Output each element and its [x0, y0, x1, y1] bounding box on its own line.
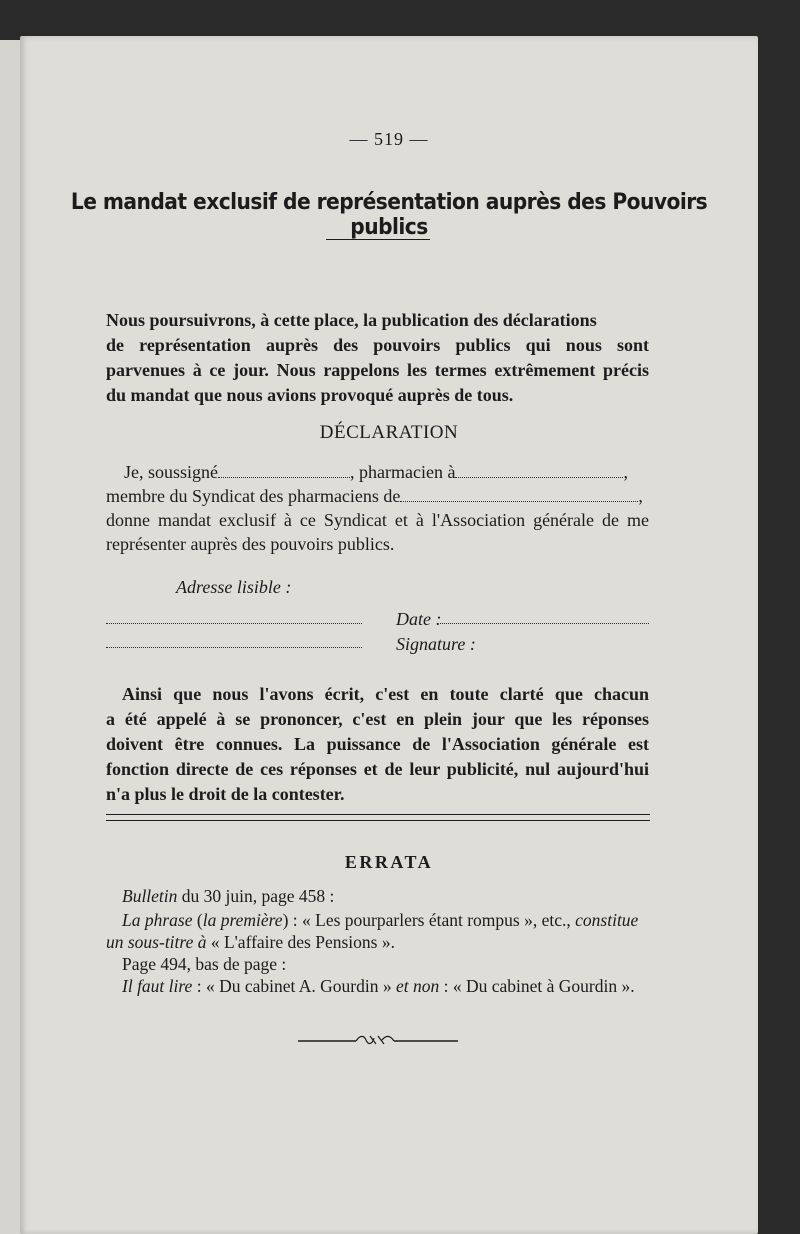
address-blank-2	[106, 647, 362, 648]
errata-phrase-line	[122, 908, 651, 932]
et-non-label: et non	[395, 976, 440, 996]
errata-correction-line	[122, 974, 662, 998]
comma: ,	[623, 462, 628, 482]
document-page	[20, 36, 758, 1234]
separator-rule-top	[106, 814, 650, 815]
name-blank	[218, 476, 350, 478]
page-title: Le mandat exclusif de représentation auprès des Pouvoirs publics	[70, 190, 708, 240]
pharmacien-label: , pharmacien à	[350, 462, 456, 482]
title-underline	[326, 239, 430, 240]
phrase-paren-open: (	[192, 910, 203, 930]
sous-titre-label: un sous-titre à	[106, 932, 207, 952]
adresse-label: Adresse lisible :	[176, 577, 292, 597]
declaration-line-1	[124, 460, 649, 486]
signature-label: Signature :	[396, 634, 476, 654]
intro-line-3: parvenues à ce jour. Nous rappelons les termes extrêmement précis	[106, 360, 649, 380]
phrase-constitue: constitue	[575, 910, 639, 930]
declaration-heading: DÉCLARATION	[319, 422, 459, 443]
conclusion-line-5: n'a plus le droit de la contester.	[106, 784, 345, 804]
comma-2: ,	[638, 486, 643, 506]
bulletin-word: Bulletin	[122, 886, 178, 906]
phrase-premiere: la première	[202, 910, 283, 930]
conclusion-line-2: a été appelé à se prononcer, c'est en plein jour que les réponses	[106, 709, 649, 729]
city-blank	[455, 476, 623, 478]
address-blank-1	[106, 623, 362, 624]
errata-page494-line: Page 494, bas de page :	[122, 954, 287, 974]
phrase-label: La phrase	[122, 910, 193, 930]
page-number: — 519 —	[349, 129, 429, 149]
separator-rule-bottom	[106, 820, 650, 821]
declaration-line-4: représenter auprès des pouvoirs publics.	[106, 534, 395, 554]
declaration-line-2	[106, 484, 649, 510]
conclusion-line-1: Ainsi que nous l'avons écrit, c'est en toute clarté que chacun	[122, 684, 649, 704]
bulletin-rest: du 30 juin, page 458 :	[177, 886, 335, 906]
date-blank	[440, 623, 649, 624]
phrase-quote: ) : « Les pourparlers étant rompus », etc.,	[282, 910, 576, 930]
je-soussigne-label: Je, soussigné	[124, 462, 218, 482]
conclusion-line-4: fonction directe de ces réponses et de leur publicité, nul aujourd'hui	[106, 759, 649, 779]
declaration-line-3: donne mandat exclusif à ce Syndicat et à l'Association générale de me	[106, 510, 649, 530]
intro-line-4: du mandat que nous avions provoqué auprès de tous.	[106, 385, 514, 405]
faut-lire-label: Il faut lire	[122, 976, 193, 996]
intro-line-1: Nous poursuivrons, à cette place, la publication des déclarations	[106, 310, 597, 330]
errata-subtitle-line	[106, 930, 651, 954]
syndicat-blank	[400, 500, 638, 502]
correct-text: : « Du cabinet A. Gourdin »	[192, 976, 396, 996]
incorrect-text: : « Du cabinet à Gourdin ».	[439, 976, 635, 996]
date-label: Date :	[396, 609, 442, 629]
conclusion-line-3: doivent être connues. La puissance de l'Association générale est	[106, 734, 649, 754]
intro-line-2: de représentation auprès des pouvoirs publics qui nous sont	[106, 335, 649, 355]
ornament-divider	[298, 1032, 458, 1048]
affaire-pensions: « L'affaire des Pensions ».	[206, 932, 395, 952]
errata-heading: ERRATA	[344, 852, 434, 872]
membre-label: membre du Syndicat des pharmaciens de	[106, 486, 401, 506]
errata-bulletin-line	[122, 884, 667, 908]
